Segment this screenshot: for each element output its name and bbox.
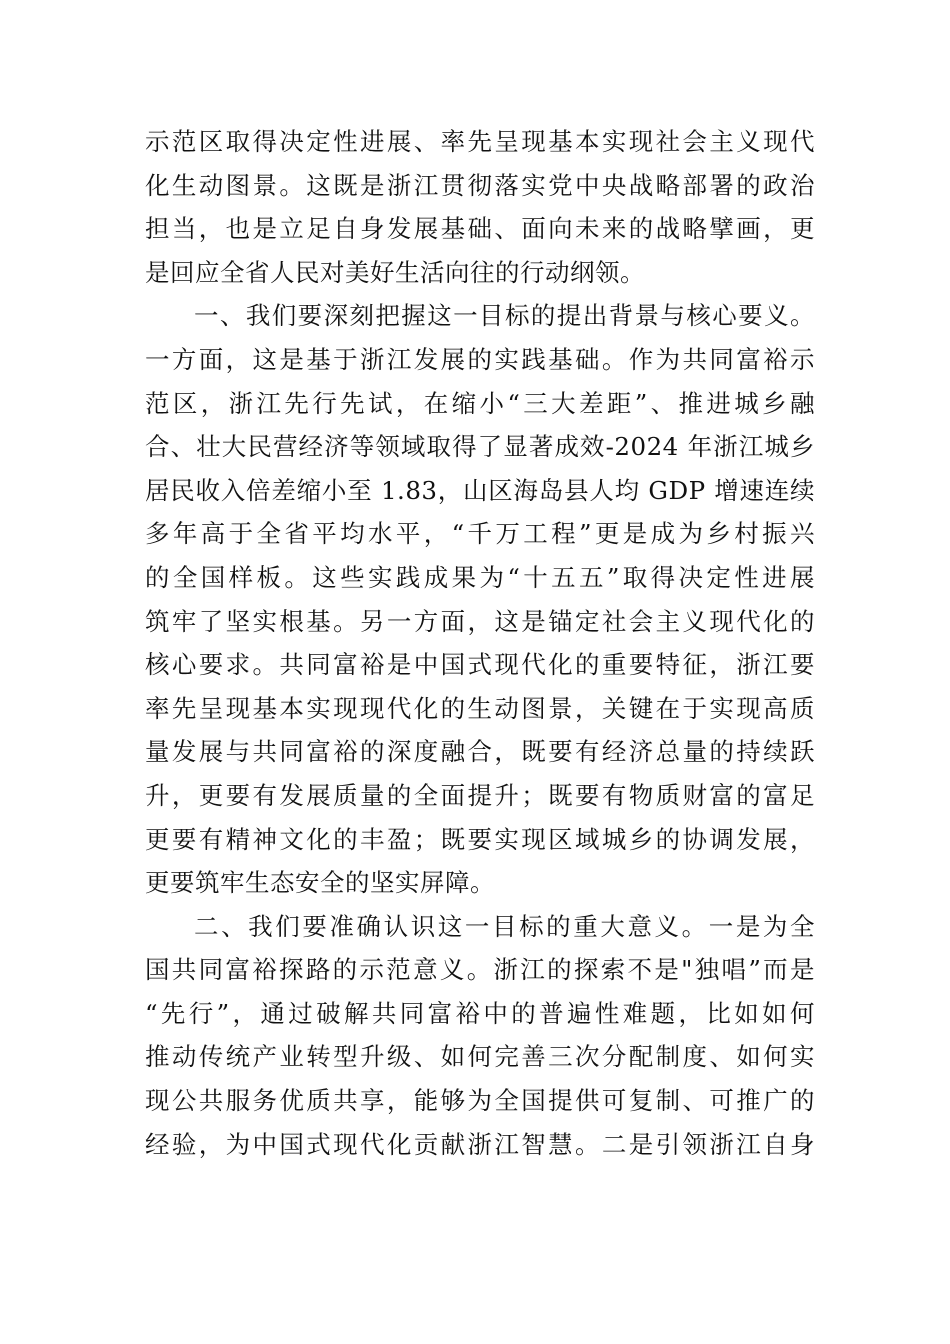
text-line: 居民收入倍差缩小至 1.83，山区海岛县人均 GDP 增速连续: [145, 475, 815, 505]
text-line: 合、壮大民营经济等领域取得了显著成效-2024 年浙江城乡: [145, 432, 815, 462]
text-line: 的全国样板。这些实践成果为“十五五”取得决定性进展: [145, 562, 815, 592]
text-line: 更要筑牢生态安全的坚实屏障。: [145, 868, 495, 898]
text-line: 担当，也是立足自身发展基础、面向未来的战略擘画，更: [145, 214, 815, 244]
text-line: 筑牢了坚实根基。另一方面，这是锚定社会主义现代化的: [145, 606, 815, 636]
text-line: 经验，为中国式现代化贡献浙江智慧。二是引领浙江自身: [145, 1129, 815, 1159]
text-line: 量发展与共同富裕的深度融合，既要有经济总量的持续跃: [145, 737, 815, 767]
section-heading-line: 一、我们要深刻把握这一目标的提出背景与核心要义。: [194, 301, 815, 331]
text-line: 化生动图景。这既是浙江贯彻落实党中央战略部署的政治: [145, 170, 815, 200]
body-text: [145, 120, 815, 1166]
text-line: 推动传统产业转型升级、如何完善三次分配制度、如何实: [145, 1042, 815, 1072]
text-line: 多年高于全省平均水平，“千万工程”更是成为乡村振兴: [145, 519, 815, 549]
text-line: 率先呈现基本实现现代化的生动图景，关键在于实现高质: [145, 693, 815, 723]
text-line: 核心要求。共同富裕是中国式现代化的重要特征，浙江要: [145, 650, 815, 680]
text-line: 升，更要有发展质量的全面提升；既要有物质财富的富足: [145, 780, 815, 810]
text-line: 国共同富裕探路的示范意义。浙江的探索不是"独唱”而是: [145, 955, 815, 985]
section-heading-line: 二、我们要准确认识这一目标的重大意义。一是为全: [194, 911, 815, 941]
text-line: 范区，浙江先行先试，在缩小“三大差距”、推进城乡融: [145, 388, 815, 418]
text-line: 现公共服务优质共享，能够为全国提供可复制、可推广的: [145, 1086, 815, 1116]
text-line: 更要有精神文化的丰盈；既要实现区域城乡的协调发展，: [145, 824, 815, 854]
text-line: 示范区取得决定性进展、率先呈现基本实现社会主义现代: [145, 127, 815, 156]
text-line: “先行”，通过破解共同富裕中的普遍性难题，比如如何: [145, 998, 815, 1028]
text-line: 一方面，这是基于浙江发展的实践基础。作为共同富裕示: [145, 344, 815, 374]
text-line: 是回应全省人民对美好生活向往的行动纲领。: [145, 257, 645, 287]
